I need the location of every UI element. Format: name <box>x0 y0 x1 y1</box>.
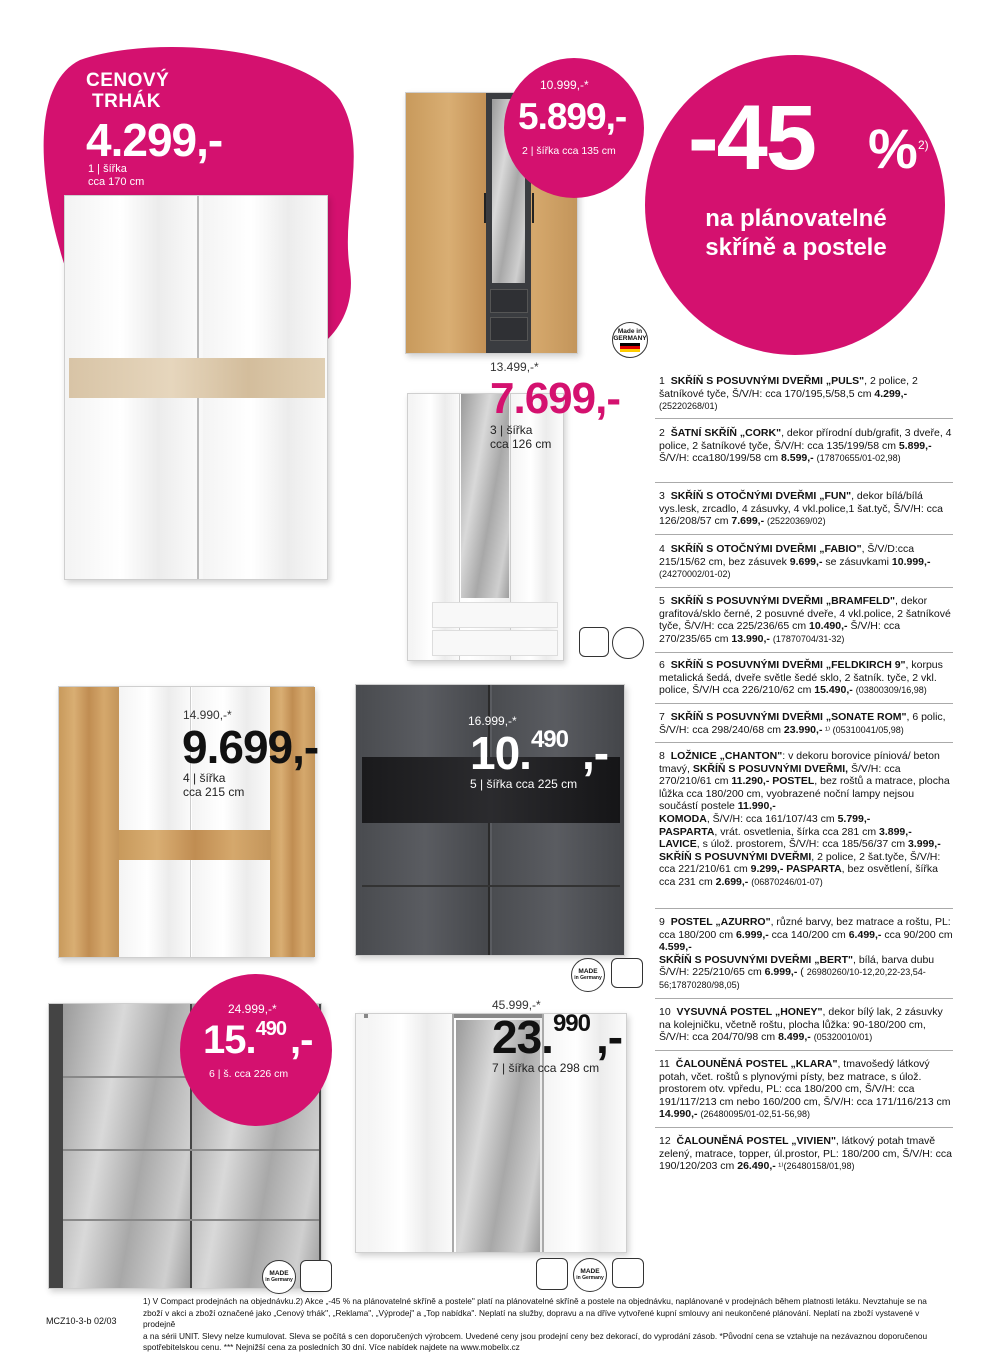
caption-3 <box>490 423 551 451</box>
spec-4-price: 9.699,- <box>789 555 823 568</box>
spec-4-price2: 10.999,- <box>891 555 931 568</box>
spec-6-code: (03800309/16,98) <box>855 685 927 696</box>
separator <box>655 1050 953 1051</box>
caption-4-line1: 4 | šířka <box>183 771 226 785</box>
spec-4-num: 4 <box>659 543 665 555</box>
discount-value: -45 <box>688 87 815 189</box>
spec-5-title: SKŘÍŇ S POSUVNÝMI DVEŘMI „BRAMFELD" <box>670 595 896 607</box>
spec-6-title: SKŘÍŇ S POSUVNÝMI DVEŘMI „FELDKIRCH 9" <box>670 659 906 671</box>
spec-2-title: ŠATNÍ SKŘÍŇ „CORK" <box>670 427 782 439</box>
discount-text-line1: na plánovatelné <box>705 205 887 232</box>
spec-10-code: (05320010/01) <box>813 1032 873 1043</box>
spec-item-10 <box>659 1006 954 1044</box>
old-price-3: 13.499,-* <box>490 360 539 374</box>
spec-1-text: , 2 police, 2 šatníkové tyče, Š/V/H: cca 170/195,5/58,5 cm <box>659 375 918 400</box>
spec-8-b6: PASPARTA <box>659 825 715 838</box>
price-7 <box>492 1010 622 1064</box>
dimension-icon-7 <box>612 1258 644 1288</box>
spec-4-text: , Š/V/D:cca 215/15/62 cm, bez zásuvek <box>659 543 915 568</box>
spec-3-text: , dekor bílá/bílá vys.lesk, zrcadlo, 4 zásuvky, 4 vkl.police,1 šat.tyč, Š/V/H: cca 126/208/57 cm <box>659 490 943 528</box>
footer-disclaimer <box>143 1296 953 1352</box>
spec-4-text2: se zásuvkami <box>822 555 892 568</box>
spec-6-text: , korpus metalická šedá, dveře světle šedé sklo, 2 šatník. tyče, 2 vkl. police, Š/V/H cca 226/210/62 cm <box>659 659 943 697</box>
separator <box>655 652 953 653</box>
spec-9-t1: cca 140/200 cm <box>768 928 849 941</box>
price-5 <box>470 726 608 780</box>
spec-7-title: SKŘÍŇ S POSUVNÝMI DVEŘMI „SONATE ROM" <box>670 711 907 723</box>
spec-5-price2: 13.990,- <box>731 632 770 645</box>
spec-11-code: (26480095/01-02,51-56,98) <box>700 1109 811 1120</box>
caption-7: 7 | šířka cca 298 cm <box>492 1061 600 1075</box>
spec-10-num: 10 <box>659 1006 671 1018</box>
separator <box>655 742 953 743</box>
spec-11-text: , tmavošedý látkový potah, včet. roštů s plynovými písty, bez matrace, s úlož. prostorem otv. vpředu, PL: cca 180/200 cm, Š/V/H: cca 191/117/213 cm nebo 160/200 cm, Š/V/H: cca 171/116/213 cm <box>659 1058 951 1108</box>
spec-9-b1: 6.499,- <box>848 928 882 941</box>
made-in-germany-badge-6 <box>262 1260 296 1294</box>
old-price-2: 10.999,-* <box>540 78 589 92</box>
badge-germany-line1: Made in <box>617 328 643 335</box>
caption-2: 2 | šířka cca 135 cm <box>522 145 616 157</box>
caption-1-line1: 1 | šířka <box>88 163 127 175</box>
spec-9-price: 6.999,- <box>736 928 769 941</box>
price-4: 9.699,- <box>182 721 319 773</box>
spec-item-4 <box>659 543 954 581</box>
spec-item-7 <box>659 711 954 736</box>
spec-12-code: (26480158/01,98) <box>783 1161 855 1172</box>
spec-5-code: (17870704/31-32) <box>772 633 845 644</box>
spec-8-t8: , s úlož. prostorem, Š/V/H: cca 185/56/37 cm <box>696 838 908 851</box>
assembly-icon <box>579 627 609 657</box>
caption-4-line2: cca 215 cm <box>183 785 245 799</box>
spec-1-num: 1 <box>659 375 665 387</box>
spec-11-title: ČALOUNĚNÁ POSTEL „KLARA" <box>675 1058 838 1070</box>
price-7-int: 23. <box>492 1011 553 1063</box>
price-6 <box>203 1018 312 1063</box>
spec-8-text: : v dekoru borovice píniová/ beton tmavý, <box>659 750 940 775</box>
spec-5-price: 10.490,- <box>809 620 848 633</box>
price-2: 5.899,- <box>518 96 627 137</box>
spec-3-code: (25220369/02) <box>767 516 826 527</box>
spec-8-num: 8 <box>659 750 665 762</box>
old-price-5: 16.999,-* <box>468 714 517 728</box>
price-7-dec: 990 <box>552 1010 590 1037</box>
spec-9-num: 9 <box>659 916 665 928</box>
spec-9-code: 26980260/10-12,20,22-23,54-56;17870280/98,05) <box>659 967 926 990</box>
spec-2-code: (17870655/01-02,98) <box>816 453 901 464</box>
spec-9-b4: 6.999,- <box>764 966 798 979</box>
spec-7-sup: ¹⁾ <box>822 724 833 735</box>
footer-line-1: 1) V Compact prodejnách na objednávku.2) Akce „-45 % na plánovatelné skříně a postele" platí na plánovatelné skříně a postele na objednávku, naplánované v prodejnách během platnosti letáku. Nevztahuje se na <box>143 1296 927 1306</box>
spec-8-b3: 11.990,- <box>737 800 776 813</box>
separator <box>655 703 953 704</box>
badge-7-line2: in Germany <box>576 1275 604 1281</box>
spec-12-num: 12 <box>659 1135 671 1147</box>
spec-9-b2: 4.599,- <box>659 941 692 954</box>
spec-item-3 <box>659 490 954 528</box>
old-price-6: 24.999,-* <box>228 1002 277 1016</box>
spec-6-num: 6 <box>659 659 665 671</box>
price-7-end: ,- <box>596 1011 623 1063</box>
spec-8-code: (06870246/01-07) <box>751 876 823 887</box>
spec-7-num: 7 <box>659 711 665 723</box>
planning-icon <box>612 627 644 659</box>
cenovy-trhak-label <box>86 70 169 112</box>
product-1-image <box>64 195 328 580</box>
spec-8-b9: 3.999,- <box>908 838 941 851</box>
price-1: 4.299,- <box>86 114 223 166</box>
old-price-4: 14.990,-* <box>183 708 232 722</box>
spec-8-title: LOŽNICE „CHANTON" <box>670 750 783 762</box>
spec-item-9 <box>659 916 954 992</box>
spec-9-t3: , bílá, barva dubu Š/V/H: 225/210/65 cm <box>659 953 935 979</box>
spec-8-b10: SKŘÍŇ S POSUVNÝMI DVEŘMI <box>659 850 812 863</box>
footer-line-2: zboží v akci a zboží označené jako „Cenový trhák", „Reklama", „Výprodej" a „Top nabídka". Neplatí na služby, dopravu a na dříve vytvořené kupní smlouvy ani neukončené plánování. Neplatí na zboží vystavené v prodejně <box>143 1307 920 1329</box>
tools-icon-6 <box>300 1260 332 1292</box>
spec-8-b4: KOMODA <box>659 812 707 825</box>
spec-1-price: 4.299,- <box>874 387 908 400</box>
spec-6-price: 15.490,- <box>814 684 853 697</box>
spec-8-b2: 11.290,- POSTEL <box>731 775 815 788</box>
spec-12-sup: ¹⁾ <box>775 1161 784 1172</box>
spec-item-8 <box>659 750 954 889</box>
spec-11-price: 14.990,- <box>659 1108 698 1121</box>
separator <box>655 587 953 588</box>
spec-item-1 <box>659 375 954 413</box>
caption-3-line1: 3 | šířka <box>490 423 533 437</box>
badge-5-line2: in Germany <box>574 975 602 981</box>
spec-8-b5: 5.799,- <box>837 812 871 825</box>
caption-1 <box>88 163 144 189</box>
spec-3-price: 7.699,- <box>731 515 765 528</box>
spec-5-text2: Š/V/H: cca 270/235/65 cm <box>659 620 901 645</box>
caption-1-line2: cca 170 cm <box>88 176 145 188</box>
spec-8-b12: 2.699,- <box>715 875 749 888</box>
spec-12-title: ČALOUNĚNÁ POSTEL „VIVIEN" <box>676 1135 836 1147</box>
spec-10-text: , dekor bílý lak, 2 zásuvky na kolejničku, včetně roštu, plocha lůžka: 90-180/200 cm, Š/V/H: cca 204/70/98 cm <box>659 1006 943 1044</box>
price-6-dec: 490 <box>255 1018 286 1040</box>
spec-8-t10: , 2 police, 2 šat.tyče, Š/V/H: cca 221/210/61 cm <box>659 850 941 876</box>
separator <box>655 1127 953 1128</box>
spec-2-price: 5.899,- <box>898 439 932 452</box>
separator <box>655 908 953 909</box>
badge-5-line1: MADE <box>578 968 598 975</box>
price-6-end: ,- <box>289 1018 313 1062</box>
spec-9-t2: cca 90/200 cm <box>881 928 953 941</box>
discount-percent: % <box>868 117 918 180</box>
leaflet-code: MCZ10-3-b 02/03 <box>46 1316 117 1326</box>
spec-8-b1: SKŘÍŇ S POSUVNÝMI DVEŘMI, <box>692 762 849 775</box>
made-in-germany-badge-5 <box>571 958 605 992</box>
spec-10-title: VYSUVNÁ POSTEL „HONEY" <box>676 1006 823 1018</box>
spec-8-t1: Š/V/H: cca 270/210/61 cm <box>659 762 901 788</box>
spec-item-11 <box>659 1058 954 1121</box>
spec-4-title: SKŘÍŇ S OTOČNÝMI DVEŘMI „FABIO" <box>670 543 862 555</box>
tag-line-2: TRHÁK <box>92 91 161 112</box>
spec-2-text: , dekor přírodní dub/grafit, 3 dveře, 4 police, 2 šatníkové tyče, Š/V/H: cca 135/199/58 cm <box>659 427 952 452</box>
price-5-dec: 490 <box>530 726 568 753</box>
spec-9-b3: SKŘÍŇ S POSUVNÝMI DVEŘMI „BERT" <box>659 953 853 966</box>
badge-6-line1: MADE <box>269 1270 289 1277</box>
spec-8-t4: , Š/V/H: cca 161/107/43 cm <box>706 812 838 825</box>
spec-1-code: (25220268/01) <box>659 401 718 412</box>
price-3: 7.699,- <box>490 374 620 423</box>
footer-line-4: spotřebitelskou cenu. *** Nejnižší cena za posledních 30 dní. Více nabídek najdete na www.mobelix.cz <box>143 1342 520 1352</box>
spec-7-price: 23.990,- <box>783 723 823 736</box>
german-flag-icon <box>620 343 640 352</box>
spec-2-price2: 8.599,- <box>780 452 814 465</box>
spec-4-code: (24270002/01-02) <box>659 569 731 580</box>
spec-item-2 <box>659 427 954 465</box>
spec-7-text: , 6 polic, Š/V/H: cca 298/240/68 cm <box>659 711 946 736</box>
spec-12-text: , látkový potah tmavě zelený, matrace, topper, úl.prostor, PL: 180/200 cm, Š/V/H: cca 190/120/203 cm <box>659 1135 952 1173</box>
spec-3-num: 3 <box>659 490 665 502</box>
separator <box>655 418 953 419</box>
badge-germany-line2: GERMANY <box>613 335 647 342</box>
badge-7-line1: MADE <box>580 1268 600 1275</box>
spec-8-b7: 3.899,- <box>879 825 912 838</box>
spec-item-6 <box>659 659 954 697</box>
spec-1-title: SKŘÍŇ S POSUVNÝMI DVEŘMI „PULS" <box>670 375 865 387</box>
spec-7-code: (05310041/05,98) <box>832 724 904 735</box>
badge-6-line2: in Germany <box>265 1277 293 1283</box>
old-price-7: 45.999,-* <box>492 998 541 1012</box>
spec-8-b8: LAVICE <box>659 838 697 851</box>
spec-9-text: , různé barvy, bez matrace a roštu, PL: cca 180/200 cm <box>659 916 951 941</box>
dimension-icon-5 <box>611 958 643 988</box>
spec-8-t2: , bez roštů a matrace, plocha lůžka cca 180/200 cm, vyobrazené noční lampy nejsou součástí postele <box>659 775 950 813</box>
separator <box>655 482 953 483</box>
made-in-germany-badge-7 <box>573 1258 607 1292</box>
spec-8-b11: 9.299,- PASPARTA <box>750 863 842 876</box>
footer-line-3: a na sérii UNIT. Slevy nelze kumulovat. Sleva se počítá s cen doporučených výrobcem. Uvedené ceny jsou prodejní ceny bez dekorací, do vyprodání zásob. *Původní cena se vztahuje na nezávaznou doporučenou <box>143 1330 928 1341</box>
spec-5-num: 5 <box>659 595 665 607</box>
caption-4 <box>183 771 244 799</box>
spec-3-title: SKŘÍŇ S OTOČNÝMI DVEŘMI „FUN" <box>670 490 852 502</box>
spec-2-num: 2 <box>659 427 665 439</box>
spec-8-t6: , vrát. osvetlenia, šírka cca 281 cm <box>714 825 879 838</box>
spec-item-5 <box>659 595 954 645</box>
separator <box>655 998 953 999</box>
separator <box>655 534 953 535</box>
spec-9-title: POSTEL „AZURRO" <box>670 916 771 928</box>
made-in-germany-badge <box>612 322 648 358</box>
spec-11-num: 11 <box>659 1058 670 1070</box>
caption-5: 5 | šířka cca 225 cm <box>470 777 578 791</box>
tag-line-1: CENOVÝ <box>86 70 170 91</box>
price-6-int: 15. <box>203 1018 256 1062</box>
spec-item-12 <box>659 1135 954 1173</box>
discount-text <box>660 204 932 262</box>
discount-text-line2: skříně a postele <box>705 234 887 261</box>
discount-footnote-mark: 2) <box>918 138 929 152</box>
spec-8-t11: , bez osvětlení, šířka cca 231 cm <box>659 863 938 888</box>
spec-10-price: 8.499,- <box>778 1031 811 1044</box>
caption-6: 6 | š. cca 226 cm <box>209 1068 289 1080</box>
caption-3-line2: cca 126 cm <box>490 437 552 451</box>
tools-icon-7 <box>536 1258 568 1290</box>
price-5-end: ,- <box>582 727 609 779</box>
spec-12-price: 26.490,- <box>737 1160 776 1173</box>
spec-2-text2: Š/V/H: cca180/199/58 cm <box>659 452 781 465</box>
price-5-int: 10. <box>470 727 531 779</box>
spec-9-t4: ( <box>797 966 807 979</box>
spec-5-text: , dekor grafitová/sklo černé, 2 posuvné dveře, 4 vkl.police, 2 šatníkové tyče, Š/V/H: cca 225/236/65 cm <box>659 595 951 633</box>
